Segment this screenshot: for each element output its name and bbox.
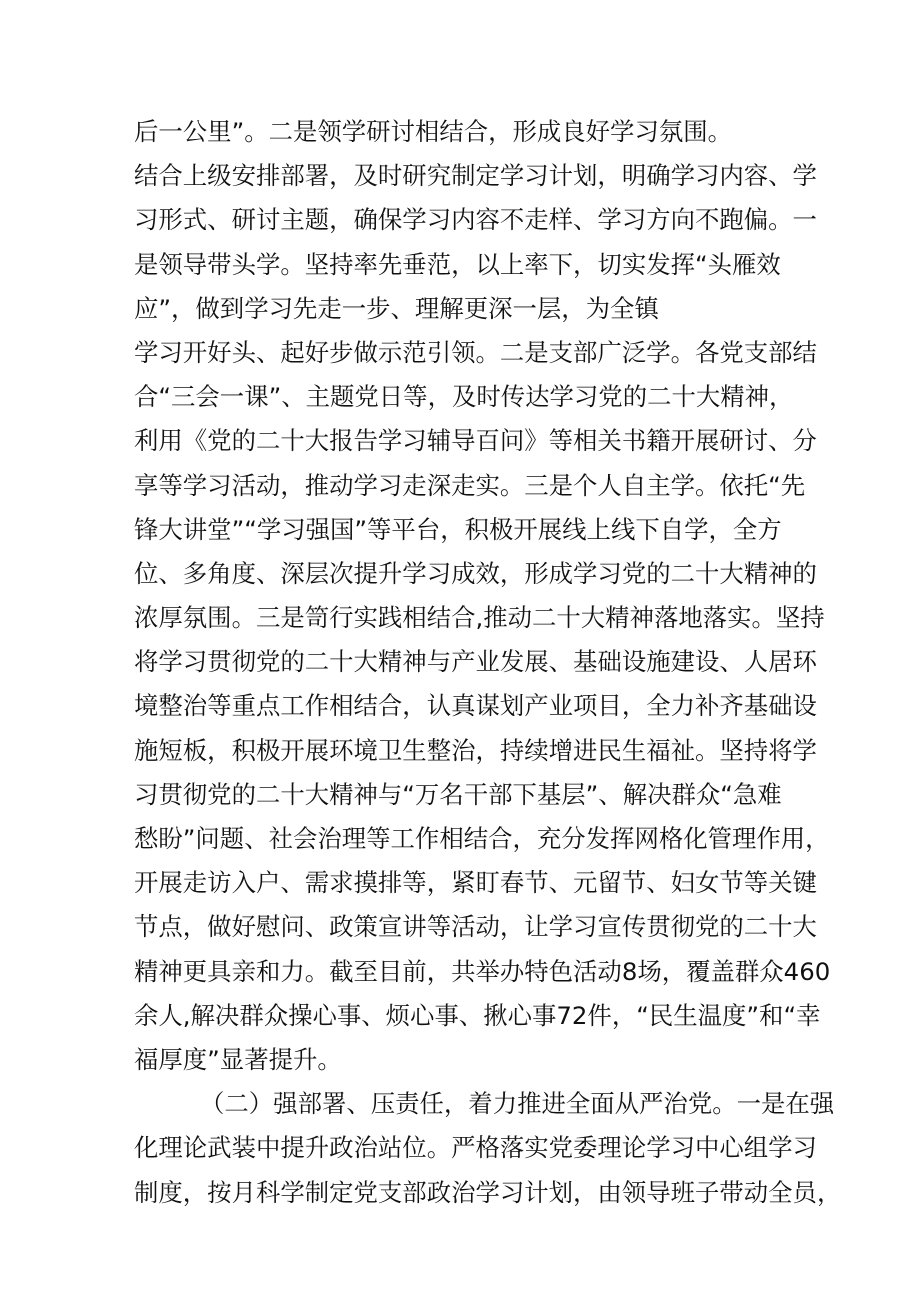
text-line: 后一公里”。二是领学研讨相结合，形成良好学习氛围。 [134, 117, 733, 146]
text-line: 开展走访入户、需求摸排等，紧盯春节、元留节、妇女节等关键 [134, 868, 817, 898]
text-line: 结合上级安排部署，及时研究制定学习计划，明确学习内容、学 [134, 161, 817, 191]
text-line: 享等学习活动，推动学习走深走实。三是个人自主学。依托“先 [134, 470, 806, 500]
text-line: 应”，做到学习先走一步、理解更深一层，为全镇 [134, 293, 659, 323]
text-line: 施短板，积极开展环境卫生整治，持续增进民生福祉。坚持将学 [134, 735, 817, 765]
text-line: 将学习贯彻党的二十大精神与产业发展、基础设施建设、人居环 [134, 647, 817, 677]
text-line: 化理论武装中提升政治站位。严格落实党委理论学习中心组学习 [134, 1133, 817, 1163]
text-line: 合“三会一课”、主题党日等，及时传达学习党的二十大精神， [134, 382, 794, 412]
text-line: 余人,解决群众操心事、烦心事、揪心事72件，“民生温度”和“幸 [134, 1000, 821, 1030]
text-line: 福厚度”显著提升。 [134, 1044, 342, 1074]
text-line: 习贯彻党的二十大精神与“万名干部下基层”、解决群众“急难 [134, 779, 782, 809]
text-line: 利用《党的二十大报告学习辅导百问》等相关书籍开展研讨、分 [134, 426, 817, 456]
section-heading-line: （二）强部署、压责任，着力推进全面从严治党。一是在强 [200, 1089, 835, 1119]
text-line: 位、多角度、深层次提升学习成效，形成学习党的二十大精神的 [134, 558, 817, 588]
text-line: 是领导带头学。坚持率先垂范，以上率下，切实发挥“头雁效 [134, 249, 781, 279]
text-line: 制度，按月科学制定党支部政治学习计划，由领导班子带动全员， [134, 1177, 842, 1207]
document-body [134, 110, 842, 1215]
text-line: 锋大讲堂”“学习强国”等平台，积极开展线上线下自学，全方 [134, 514, 782, 544]
text-line: 愁盼”问题、社会治理等工作相结合，充分发挥网格化管理作用， [134, 824, 830, 853]
text-line: 学习开好头、起好步做示范引领。二是支部广泛学。各党支部结 [134, 337, 817, 367]
text-line: 境整治等重点工作相结合，认真谋划产业项目，全力补齐基础设 [134, 691, 817, 721]
text-line: 浓厚氛围。三是笥行实践相结合,推动二十大精神落地落实。坚持 [134, 603, 825, 633]
text-line: 节点，做好慰问、政策宣讲等活动，让学习宣传贯彻党的二十大 [134, 912, 817, 942]
text-line: 精神更具亲和力。截至目前，共举办特色活动8场，覆盖群众460 [134, 956, 831, 986]
text-line: 习形式、研讨主题，确保学习内容不走样、学习方向不跑偏。一 [134, 205, 817, 235]
